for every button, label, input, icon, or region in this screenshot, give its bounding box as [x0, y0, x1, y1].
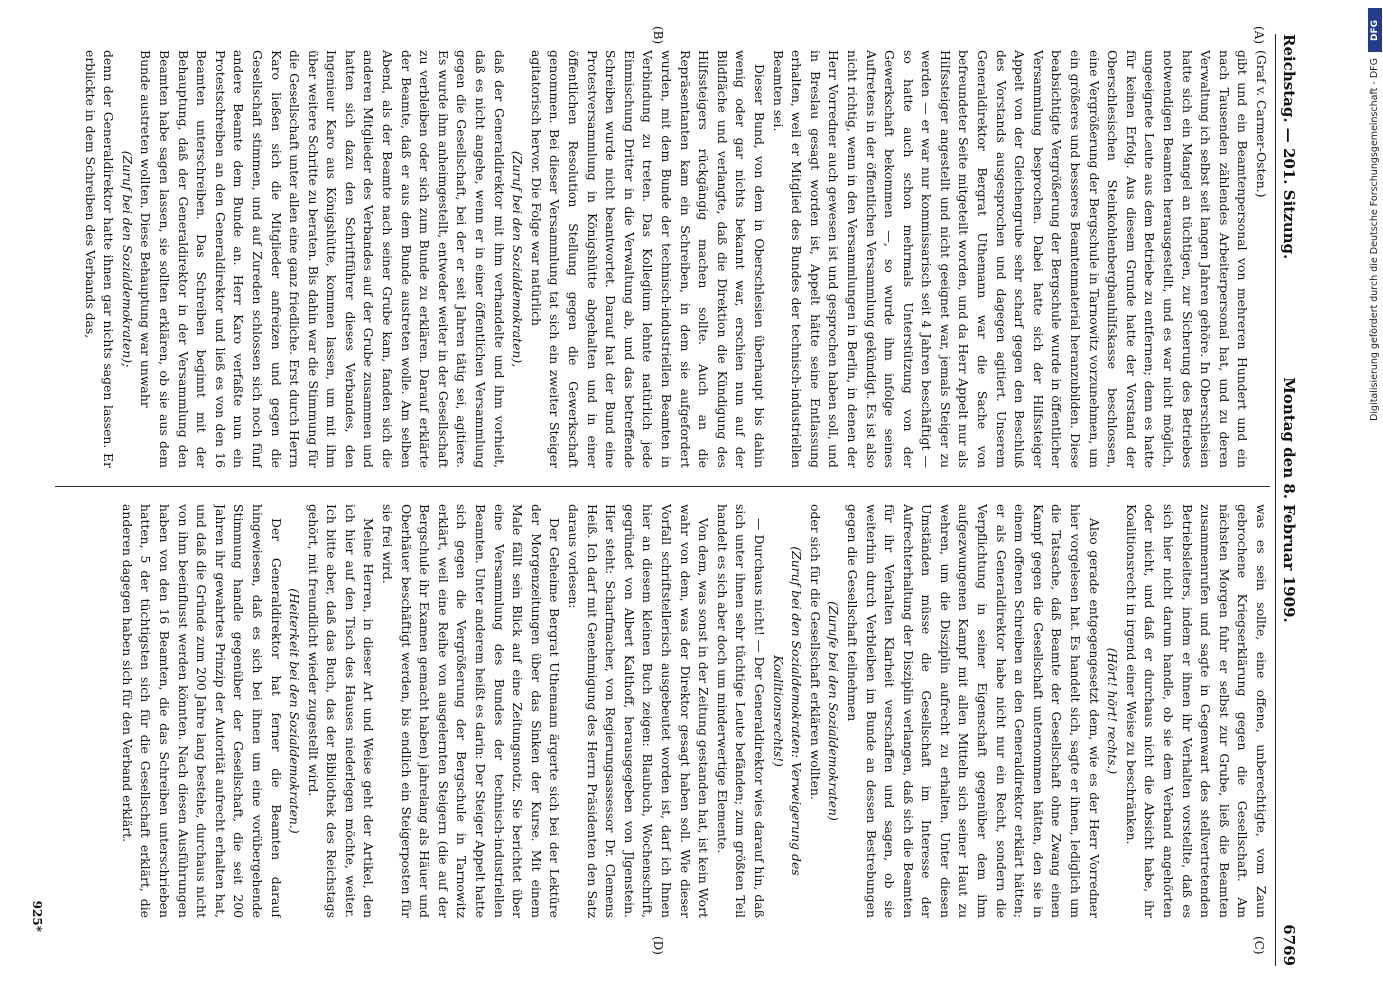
interjection: (Hört! hört! rechts.)	[1105, 647, 1121, 775]
paragraph: Also gerade entgegengesetzt dem, wie es der Herr Vorredner hier vorgelesen hat. Es handelt sich, sagte er ihnen, lediglich um die Tatsache, daß Beamte der Gesellschaft ohne Zwang einen Kampf gegen die Gesellschaft unternommen hätten, den sie in einem offenen Schreiben an den Generaldirektor erklärt hätten; er als Generaldirektor habe nicht nur ein Recht, sondern die Verpflichtung in seiner Eigenschaft gegenüber dem ihm aufgezwungenen Kampf mit allen Mitteln sich seiner Haut zu wehren, um die Disziplin aufrecht zu erhalten. Unter diesen Umständen müsse die Gesellschaft im Interesse der Aufrechterhaltung der Disziplin verlangen, daß sich die Beamten für ihr Verhalten Klarheit verschaffen und sagen, ob sie weiterhin durch Verbleiben im Bunde an dessen Bestrebungen gegen die Gesellschaft teilnehmen	[844, 504, 1102, 918]
paragraph: (Graf v. Carmer-Osten.)	[1254, 50, 1269, 198]
page-number: 6769	[1280, 924, 1298, 966]
margin-marker-d: (D)	[651, 936, 665, 955]
margin-marker-c: (C)	[1252, 936, 1266, 955]
interjection: (Zurufe bei den Sozialdemokraten)	[826, 601, 842, 821]
funding-note: Digitalisierung gefördert durch die Deutsche Forschungsgemeinschaft - DFG	[1369, 58, 1380, 421]
header-session: Reichstag. — 201. Sitzung.	[1280, 34, 1298, 260]
interjection: (Heiterkeit bei den Sozialdemokraten.)	[287, 588, 303, 834]
interjection: (Zuruf bei den Sozialdemokraten);	[119, 150, 135, 368]
paragraph: denn der Generaldirektor hatte ihnen gar nichts sagen lassen. Er erblickte in dem Schreiben des Verbands das,	[82, 50, 117, 468]
paragraph: gibt und ein Beamtenpersonal von mehreren Hundert und ein nach Tausenden zählendes Arbeiterpersonal hat, und zu deren Verwaltung ich selbst seit langen Jahren gehöre. In Oberschlesien hatte sich ein Mangel an tüchtigen, zur Sicherung des Betriebes notwendigen Beamten herausgestellt, und es war nicht möglich, ungeeignete Leute aus dem Betriebe zu entfernen; denn es hatte für keinen Erfolg. Aus diesem Grunde hatte der Vorstand der Oberschlesischen Steinkohlenbergbauhilfskasse beschlossen, eine Vergrößerung der Bergschule in Tarnowitz vorzunehmen, um ein größeres und besseres Beamtenmaterial heranzubilden. Diese beabsichtigte Vergrößerung der Bergschule wurde in öffentlicher Versammlung besprochen. Dabei hatte sich der Hilfssteiger Appelt von der Gleichengrube sehr scharf gegen den Beschluß des Vorstands ausgesprochen und dagegen agitiert. Unserem Generaldirektor Bergrat Uthemann war die Sache von befreundeter Seite mitgeteilt worden, und da Herr Appelt nur als Hilfssteiger angestellt und nicht geeignet war, jemals Steiger zu werden — er war nur kommissarisch seit 4 Jahren beschäftigt — so hatte auch schon mehrmals Unterstützung von der Gewerkschaft bekommen —, so wurde ihm infolge seines Auftretens in der öffentlichen Versammlung gekündigt. Es ist also nicht richtig, wenn in den Versammlungen in Berlin, in denen der Herr Vorredner auch gewesen ist und gesprochen haben soll, und in Breslau gesagt worden ist, Appelt hätte seine Entlassung erhalten, weil er Mitglied des Bundes der technisch-industriellen Beamten sei.	[770, 50, 1251, 468]
paragraph: Meine Herren, in dieser Art und Weise geht der Artikel, den ich hier auf den Tisch des Hauses niederlegen möchte, weiter. Ich bitte aber, daß das Buch, das der Bibliothek des Reichstags gehört, mit freundlicht wieder zugestellt wird.	[305, 504, 377, 918]
paragraph: Von dem, was sonst in der Zeitung gestanden hat, ist kein Wort wahr von dem, was der Direktor gesagt haben soll. Wie dieser Vorfall schriftstellerisch ausgebeutet worden ist, darf ich Ihnen hier an diesem kleinen Buch zeigen: Blaubuch, Wochenschrift, gegründet von Albert Kalthoff, herausgegeben von Jlgenstein. Hier steht: Scharfmacher, von Regierungsassessor Dr. Clemens Heiß. Ich darf mit Genehmigung des Herrn Präsidenten den Satz daraus vorlesen:	[566, 504, 712, 918]
text-column-left	[50, 50, 1270, 468]
paragraph: Der Geheime Bergrat Uthemann ärgerte sich bei der Lektüre der Morgenzeitungen über das Sinken der Kurse. Mit einem Male fällt sein Blick auf eine Zeitungsnotiz. Sie berichtet über eine Versammlung des Bundes der technisch-industriellen Beamten. Unter anderem heißt es darin: Der Steiger Appelt hatte sich gegen die Vergrößerung der Bergschule in Tarnowitz erklärt, weil eine Reihe von ausgelernten Steigern (die auf der Bergschule ihr Examen gemacht haben) jahrelang als Häuer und Oberhäuer beschäftigt werden, bis endlich ein Steigerposten für sie frei wird.	[380, 504, 563, 918]
dfg-logo: DFG	[1368, 8, 1382, 52]
paragraph: Dieser Bund, von dem in Oberschlesien überhaupt bis dahin wenig oder gar nichts bekannt war, erschien nun auf der Bildfläche und verlangte, daß die Direktion die Kündigung des Hilfssteigers rückgängig machen sollte. Auch an die Repräsentanten kam ein Schreiben, in dem sie aufgefordert wurden, mit dem Bunde der technisch-industriellen Beamten in Verbindung zu treten. Das Kollegium lehnte natürlich jede Einmischung Dritter in die Verwaltung ab, und das betreffende Schreiben wurde nicht beantwortet. Darauf hat der Bund eine Protestversammlung in Königshütte abgehalten und in einer öffentlichen Resolution Stellung gegen die Gewerkschaft genommen. Bei dieser Versammlung tat sich ein zweiter Steiger agitatorisch hervor. Die Folge war natürlich	[528, 50, 767, 468]
paragraph: daß der Generaldirektor mit ihm verhandelte und ihm vorhielt, daß es nicht angehe, wenn er in einer öffentlichen Versammlung gegen die Gesellschaft, bei der er seit Jahren tätig sei, agitiere. Es wurde ihm anheimgestellt, entweder weiter in der Gesellschaft zu verbleiben oder sich zum Bunde zu erklären. Darauf erklärte der Beamte, daß er aus dem Bunde austreten wolle. Am selben Abend, als der Beamte nach seiner Grube kam, fanden sich die anderen Mitglieder des Verbandes auf der Grube zusammen und hatten sich dazu den Schriftführer dieses Verbandes, den Ingenieur Karo aus Königshütte, kommen lassen, um mit ihm über weitere Schritte zu beraten. Bis dahin war die Stimmung für die Gesellschaft unter allen eine ganz friedliche. Erst durch Herrn Karo ließen sich die Mitglieder anfreizen und gegen die Gesellschaft stimmen, und auf Zureden schlossen sich noch fünf andere Beamte dem Bunde an. Herr Karo verfaßte nun ein Protestschreiben an den Generaldirektor und ließ es von den 16 Beamten unterschreiben. Das Schreiben beginnt mit der Behauptung, daß der Generaldirektor in der Versammlung den Beamten habe sagen lassen, sie sollten erklären, ob sie aus dem Bunde austreten wollten. Diese Behauptung war unwahr	[138, 50, 507, 468]
paragraph: was es sein sollte, eine offene, unberechtigte, vom Zaun gebrochene Kriegserklärung gegen die Gesellschaft. Am nächsten Morgen fuhr er selbst zur Grube, ließ die Beamten zusammenrufen und sagte in Gegenwart des stellvertretenden Betriebsleiters, indem er ihnen ihr Verhalten vorstellte, daß es sich hier nicht darum handle, ob sie dem Verband angehörten oder nicht, und daß er durchaus nicht die Absicht habe, ihr Koalitionsrecht in irgend einer Weise zu beschränken.	[1123, 504, 1269, 918]
paragraph: oder sich für die Gesellschaft erklären wollten.	[807, 504, 823, 800]
text-column-right	[50, 504, 1270, 918]
column-divider	[55, 486, 1270, 487]
page-header	[1275, 34, 1302, 966]
scanned-page	[20, 20, 1310, 980]
margin-marker-b: (B)	[651, 26, 665, 45]
signature-mark: 925*	[30, 900, 44, 932]
interjection: (Zuruf bei den Sozialdemokraten),	[510, 150, 526, 368]
interjection: (Zuruf bei den Sozialdemokraten: Verweigerung des Koalitionsrechts!)	[770, 546, 805, 876]
margin-marker-a: (A)	[1252, 26, 1266, 45]
paragraph: — Durchaus nicht! — Der Generaldirektor wies darauf hin, daß sich unter ihnen sehr tüchtige Leute befänden; zum größten Teil handelt es sich aber doch um minderwertige Elemente.	[714, 504, 767, 918]
paragraph: Der Generaldirektor hat ferner die Beamten darauf hingewiesen, daß es sich bei ihnen um eine vorübergehende Stimmung handle gegenüber der Gesellschaft, die seit 200 Jahren ihr gewahrtes Prinzip der Autorität aufrecht erhalten hat, und daß die Gründe zum 200 Jahre lang bestehe, durchaus nicht von ihm beeinflusst werden könnten. Nach diesen Ausführungen haben von den 16 Beamten, die das Schreiben unterschrieben hatten, 5 der tüchtigsten sich für die Gesellschaft erklärt, die anderen dagegen haben sich für den Verband erklärt.	[119, 504, 284, 918]
header-date: Montag den 8. Februar 1909.	[1280, 377, 1298, 623]
